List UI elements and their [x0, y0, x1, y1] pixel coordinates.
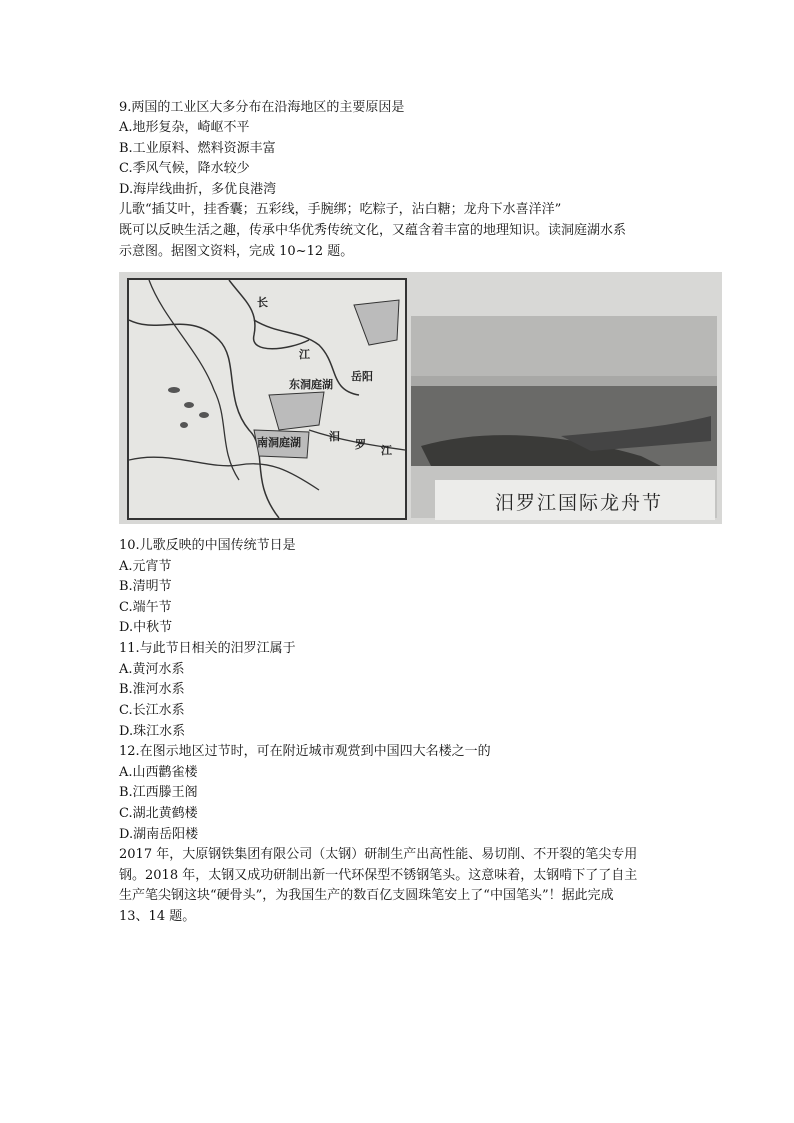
question-11-option-c: C.长江水系 — [119, 703, 185, 718]
question-12-option-a: A.山西鹳雀楼 — [119, 765, 198, 780]
intro-line-3: 示意图。据图文资料，完成 10~12 题。 — [119, 244, 354, 259]
question-9-option-b: B.工业原料、燃料资源丰富 — [119, 141, 276, 156]
question-9-option-d: D.海岸线曲折，多优良港湾 — [119, 182, 277, 197]
passage-line-3: 生产笔尖钢这块“硬骨头”，为我国生产的数百亿支圆珠笔安上了“中国笔头”！据此完成 — [119, 888, 614, 903]
question-12-stem: 12.在图示地区过节时，可在附近城市观赏到中国四大名楼之一的 — [119, 744, 491, 759]
figure-map-and-photo — [119, 272, 722, 524]
map-label-jiang: 江 — [299, 348, 310, 361]
question-10-option-b: B.清明节 — [119, 579, 172, 594]
question-10-option-d: D.中秋节 — [119, 620, 173, 635]
question-9-stem: 9.两国的工业区大多分布在沿海地区的主要原因是 — [119, 100, 405, 115]
question-12-option-d: D.湖南岳阳楼 — [119, 827, 199, 842]
question-12-option-b: B.江西滕王阁 — [119, 785, 198, 800]
question-11-option-a: A.黄河水系 — [119, 662, 185, 677]
map-label-east-dongting: 东洞庭湖 — [289, 378, 333, 391]
dongting-lake-map — [127, 278, 407, 520]
map-label-chang: 长 — [257, 296, 268, 309]
passage-line-4: 13、14 题。 — [119, 909, 196, 924]
map-label-jiang-2: 江 — [381, 444, 392, 457]
intro-line-2: 既可以反映生活之趣，传承中华优秀传统文化，又蕴含着丰富的地理知识。读洞庭湖水系 — [119, 223, 627, 238]
map-drawing — [129, 280, 405, 518]
passage-line-1: 2017 年，大原钢铁集团有限公司（太钢）研制生产出高性能、易切削、不开裂的笔尖专用 — [119, 847, 638, 862]
map-label-luo: 罗 — [355, 438, 366, 451]
intro-line-1: 儿歌“插艾叶，挂香囊；五彩线，手腕绑；吃粽子，沾白糖；龙舟下水喜洋洋” — [119, 202, 562, 217]
map-label-mi: 汨 — [329, 430, 340, 443]
map-label-yueyang: 岳阳 — [351, 370, 373, 383]
question-10-stem: 10.儿歌反映的中国传统节日是 — [119, 538, 296, 553]
question-11-option-d: D.珠江水系 — [119, 724, 186, 739]
question-11-stem: 11.与此节日相关的汨罗江属于 — [119, 641, 296, 656]
question-12-option-c: C.湖北黄鹤楼 — [119, 806, 198, 821]
passage-line-2: 钢。2018 年，太钢又成功研制出新一代环保型不锈钢笔头。这意味着，太钢啃下了了自主 — [119, 868, 638, 883]
map-label-south-dongting: 南洞庭湖 — [257, 436, 301, 449]
question-10-option-a: A.元宵节 — [119, 559, 172, 574]
question-10-option-c: C.端午节 — [119, 600, 172, 615]
question-11-option-b: B.淮河水系 — [119, 682, 185, 697]
question-9-option-c: C.季风气候，降水较少 — [119, 161, 250, 176]
question-9-option-a: A.地形复杂，崎岖不平 — [119, 120, 250, 135]
photo-caption: 汨罗江国际龙舟节 — [494, 492, 663, 514]
